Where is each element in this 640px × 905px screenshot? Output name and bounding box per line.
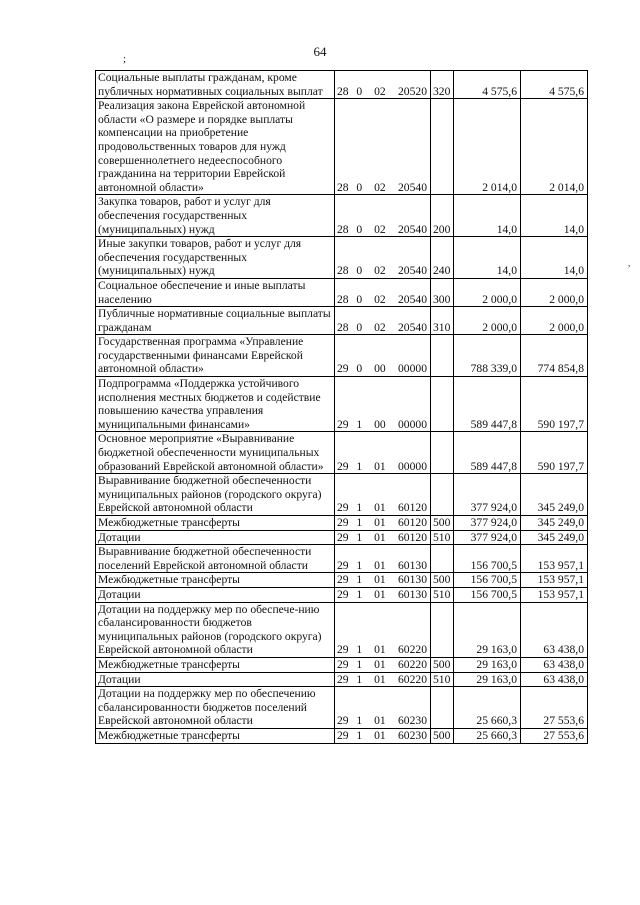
code-subprogram: 1 xyxy=(356,657,363,671)
row-code xyxy=(335,530,431,545)
row-sum-year1: 589 447,8 xyxy=(454,377,521,432)
row-expense-type: 510 xyxy=(431,530,454,545)
code-subprogram: 0 xyxy=(356,292,363,306)
code-subprogram: 0 xyxy=(356,84,363,98)
row-name: Дотации xyxy=(96,672,335,687)
code-direction: 60120 xyxy=(398,501,427,515)
row-name: Выравнивание бюджетной обеспеченности муниципальных районов (городского округа) Еврейской автономной области xyxy=(96,474,335,516)
row-sum-year1: 4 575,6 xyxy=(454,71,521,99)
code-program: 29 xyxy=(337,558,349,572)
row-name: Дотации на поддержку мер по обеспечению сбалансированности бюджетов поселений Еврейской автономной области xyxy=(96,687,335,729)
code-event: 01 xyxy=(374,459,386,473)
row-code xyxy=(335,516,431,531)
code-subprogram: 1 xyxy=(356,558,363,572)
row-code xyxy=(335,657,431,672)
row-sum-year2: 2 000,0 xyxy=(521,307,588,335)
code-subprogram: 1 xyxy=(356,573,363,587)
row-name: Межбюджетные трансферты xyxy=(96,657,335,672)
row-name: Межбюджетные трансферты xyxy=(96,516,335,531)
row-expense-type xyxy=(431,474,454,516)
row-code xyxy=(335,474,431,516)
code-event: 01 xyxy=(374,657,386,671)
code-subprogram: 0 xyxy=(356,222,363,236)
row-sum-year2: 27 553,6 xyxy=(521,728,588,743)
table-row xyxy=(96,99,588,195)
code-event: 01 xyxy=(374,728,386,742)
row-sum-year1: 156 700,5 xyxy=(454,545,521,573)
row-sum-year1: 14,0 xyxy=(454,237,521,279)
code-subprogram: 1 xyxy=(356,530,363,544)
code-direction: 60220 xyxy=(398,672,427,686)
table-row xyxy=(96,530,588,545)
code-direction: 60130 xyxy=(398,587,427,601)
code-subprogram: 0 xyxy=(356,362,363,376)
code-event: 01 xyxy=(374,516,386,529)
row-sum-year2: 63 438,0 xyxy=(521,672,588,687)
code-subprogram: 1 xyxy=(356,501,363,515)
code-subprogram: 1 xyxy=(356,672,363,686)
code-program: 28 xyxy=(337,320,349,334)
row-sum-year1: 2 014,0 xyxy=(454,99,521,195)
code-program: 28 xyxy=(337,222,349,236)
code-event: 01 xyxy=(374,587,386,601)
page-number: 64 xyxy=(313,44,327,59)
code-direction: 60130 xyxy=(398,573,427,587)
row-code xyxy=(335,377,431,432)
row-name: Социальное обеспечение и иные выплаты населению xyxy=(96,278,335,306)
code-event: 02 xyxy=(374,222,386,236)
code-event: 00 xyxy=(374,417,386,431)
code-direction: 20540 xyxy=(398,222,427,236)
code-subprogram: 1 xyxy=(356,643,363,657)
table-row xyxy=(96,728,588,743)
code-direction: 60220 xyxy=(398,643,427,657)
table-row xyxy=(96,545,588,573)
table-row xyxy=(96,516,588,531)
row-sum-year1: 2 000,0 xyxy=(454,307,521,335)
row-sum-year2: 2 014,0 xyxy=(521,99,588,195)
code-direction: 00000 xyxy=(398,362,427,376)
row-sum-year2: 63 438,0 xyxy=(521,657,588,672)
code-direction: 60220 xyxy=(398,657,427,671)
row-sum-year1: 156 700,5 xyxy=(454,573,521,588)
row-sum-year2: 14,0 xyxy=(521,195,588,237)
code-direction: 00000 xyxy=(398,459,427,473)
code-event: 01 xyxy=(374,558,386,572)
code-subprogram: 0 xyxy=(356,264,363,278)
code-direction: 20540 xyxy=(398,264,427,278)
row-expense-type xyxy=(431,602,454,657)
row-sum-year2: 153 957,1 xyxy=(521,573,588,588)
code-program: 29 xyxy=(337,728,349,742)
row-name: Дотации xyxy=(96,587,335,602)
row-code xyxy=(335,432,431,474)
row-sum-year1: 589 447,8 xyxy=(454,432,521,474)
code-program: 29 xyxy=(337,362,349,376)
code-event: 02 xyxy=(374,320,386,334)
row-expense-type: 240 xyxy=(431,237,454,279)
code-event: 02 xyxy=(374,264,386,278)
row-expense-type xyxy=(431,335,454,377)
row-code xyxy=(335,335,431,377)
row-expense-type xyxy=(431,545,454,573)
row-sum-year1: 2 000,0 xyxy=(454,278,521,306)
table-row xyxy=(96,335,588,377)
code-program: 29 xyxy=(337,459,349,473)
row-sum-year2: 345 249,0 xyxy=(521,516,588,531)
row-sum-year1: 377 924,0 xyxy=(454,530,521,545)
table-row xyxy=(96,71,588,99)
code-program: 29 xyxy=(337,516,349,529)
row-expense-type xyxy=(431,687,454,729)
code-subprogram: 0 xyxy=(356,180,363,194)
code-event: 02 xyxy=(374,180,386,194)
row-sum-year2: 153 957,1 xyxy=(521,545,588,573)
table-row xyxy=(96,377,588,432)
code-subprogram: 1 xyxy=(356,587,363,601)
code-subprogram: 0 xyxy=(356,320,363,334)
row-code xyxy=(335,307,431,335)
table-row xyxy=(96,573,588,588)
row-name: Закупка товаров, работ и услуг для обеспечения государственных (муниципальных) нужд xyxy=(96,195,335,237)
code-direction: 20520 xyxy=(398,84,427,98)
row-sum-year2: 590 197,7 xyxy=(521,432,588,474)
code-event: 01 xyxy=(374,672,386,686)
row-code xyxy=(335,237,431,279)
row-name: Дотации на поддержку мер по обеспече-нию сбалансированности бюджетов муниципальных районов (городского округа) Еврейской автономной области xyxy=(96,602,335,657)
code-subprogram: 1 xyxy=(356,417,363,431)
code-program: 29 xyxy=(337,587,349,601)
row-sum-year2: 590 197,7 xyxy=(521,377,588,432)
table-row xyxy=(96,432,588,474)
row-code xyxy=(335,278,431,306)
row-sum-year1: 14,0 xyxy=(454,195,521,237)
code-direction: 20540 xyxy=(398,180,427,194)
code-program: 29 xyxy=(337,643,349,657)
row-name: Государственная программа «Управление государственными финансами Еврейской автономной области» xyxy=(96,335,335,377)
row-name: Межбюджетные трансферты xyxy=(96,573,335,588)
code-program: 28 xyxy=(337,180,349,194)
row-code xyxy=(335,195,431,237)
row-sum-year1: 29 163,0 xyxy=(454,657,521,672)
row-expense-type: 320 xyxy=(431,71,454,99)
row-expense-type: 500 xyxy=(431,516,454,531)
table-row xyxy=(96,587,588,602)
table-row xyxy=(96,672,588,687)
row-sum-year2: 153 957,1 xyxy=(521,587,588,602)
code-direction: 60120 xyxy=(398,530,427,544)
row-name: Подпрограмма «Поддержка устойчивого исполнения местных бюджетов и содействие повышению качества управления муниципальными финансами» xyxy=(96,377,335,432)
row-sum-year2: 2 000,0 xyxy=(521,278,588,306)
code-program: 28 xyxy=(337,84,349,98)
code-direction: 20540 xyxy=(398,292,427,306)
row-sum-year2: 63 438,0 xyxy=(521,602,588,657)
code-program: 29 xyxy=(337,657,349,671)
row-sum-year2: 27 553,6 xyxy=(521,687,588,729)
code-direction: 60230 xyxy=(398,714,427,728)
row-code xyxy=(335,99,431,195)
row-sum-year1: 25 660,3 xyxy=(454,728,521,743)
row-expense-type xyxy=(431,99,454,195)
row-expense-type: 500 xyxy=(431,728,454,743)
code-direction: 20540 xyxy=(398,320,427,334)
row-sum-year2: 774 854,8 xyxy=(521,335,588,377)
code-direction: 00000 xyxy=(398,417,427,431)
code-event: 02 xyxy=(374,292,386,306)
budget-table-body xyxy=(96,71,588,744)
row-name: Выравнивание бюджетной обеспеченности поселений Еврейской автономной области xyxy=(96,545,335,573)
row-expense-type: 310 xyxy=(431,307,454,335)
row-expense-type: 200 xyxy=(431,195,454,237)
code-subprogram: 1 xyxy=(356,459,363,473)
table-row xyxy=(96,657,588,672)
row-sum-year1: 788 339,0 xyxy=(454,335,521,377)
code-program: 29 xyxy=(337,672,349,686)
row-code xyxy=(335,545,431,573)
code-subprogram: 1 xyxy=(356,516,363,529)
code-subprogram: 1 xyxy=(356,728,363,742)
table-row xyxy=(96,474,588,516)
code-direction: 60130 xyxy=(398,558,427,572)
code-program: 29 xyxy=(337,714,349,728)
row-name: Межбюджетные трансферты xyxy=(96,728,335,743)
row-expense-type: 500 xyxy=(431,657,454,672)
row-sum-year2: 345 249,0 xyxy=(521,530,588,545)
row-expense-type xyxy=(431,377,454,432)
row-sum-year1: 156 700,5 xyxy=(454,587,521,602)
code-subprogram: 1 xyxy=(356,714,363,728)
row-expense-type xyxy=(431,432,454,474)
row-code xyxy=(335,587,431,602)
code-event: 02 xyxy=(374,84,386,98)
row-name: Социальные выплаты гражданам, кроме публичных нормативных социальных выплат xyxy=(96,71,335,99)
table-row xyxy=(96,687,588,729)
row-sum-year1: 29 163,0 xyxy=(454,672,521,687)
row-code xyxy=(335,672,431,687)
code-program: 29 xyxy=(337,501,349,515)
code-event: 01 xyxy=(374,714,386,728)
code-direction: 60230 xyxy=(398,728,427,742)
edge-mark: , xyxy=(628,258,631,268)
code-program: 29 xyxy=(337,573,349,587)
code-event: 01 xyxy=(374,501,386,515)
row-code xyxy=(335,71,431,99)
row-name: Основное мероприятие «Выравнивание бюджетной обеспеченности муниципальных образований Еврейской автономной области» xyxy=(96,432,335,474)
table-row xyxy=(96,278,588,306)
code-event: 01 xyxy=(374,530,386,544)
row-name: Реализация закона Еврейской автономной области «О размере и порядке выплаты компенсации на приобретение продовольственных товаров для нужд совершеннолетнего недееспособного гражданина на территории Еврейской автономной области» xyxy=(96,99,335,195)
row-name: Публичные нормативные социальные выплаты гражданам xyxy=(96,307,335,335)
row-sum-year1: 377 924,0 xyxy=(454,516,521,531)
row-sum-year1: 377 924,0 xyxy=(454,474,521,516)
row-code xyxy=(335,728,431,743)
row-code xyxy=(335,687,431,729)
row-code xyxy=(335,573,431,588)
table-row xyxy=(96,307,588,335)
code-program: 28 xyxy=(337,264,349,278)
code-event: 01 xyxy=(374,643,386,657)
code-direction: 60120 xyxy=(398,516,427,529)
budget-table xyxy=(95,70,588,744)
table-row xyxy=(96,237,588,279)
margin-mark: ; xyxy=(123,53,127,65)
code-program: 29 xyxy=(337,530,349,544)
row-sum-year2: 14,0 xyxy=(521,237,588,279)
row-sum-year2: 345 249,0 xyxy=(521,474,588,516)
row-expense-type: 510 xyxy=(431,672,454,687)
table-row xyxy=(96,602,588,657)
row-expense-type: 300 xyxy=(431,278,454,306)
code-event: 00 xyxy=(374,362,386,376)
code-event: 01 xyxy=(374,573,386,587)
row-expense-type: 510 xyxy=(431,587,454,602)
table-row xyxy=(96,195,588,237)
row-name: Дотации xyxy=(96,530,335,545)
row-name: Иные закупки товаров, работ и услуг для обеспечения государственных (муниципальных) нужд xyxy=(96,237,335,279)
row-sum-year1: 25 660,3 xyxy=(454,687,521,729)
row-expense-type: 500 xyxy=(431,573,454,588)
row-sum-year1: 29 163,0 xyxy=(454,602,521,657)
code-program: 28 xyxy=(337,292,349,306)
row-code xyxy=(335,602,431,657)
row-sum-year2: 4 575,6 xyxy=(521,71,588,99)
code-program: 29 xyxy=(337,417,349,431)
